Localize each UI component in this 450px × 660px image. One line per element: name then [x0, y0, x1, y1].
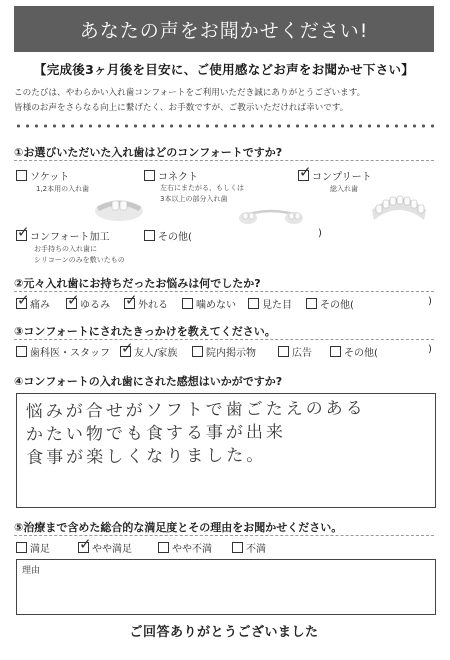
- handwritten-line: 食事が楽しくなりました。: [26, 445, 267, 469]
- option-label: コンプリート: [312, 172, 372, 183]
- option-label: 不満: [246, 544, 266, 555]
- option-label: 満足: [30, 544, 50, 555]
- question-divider: [14, 160, 434, 161]
- checkbox-checked[interactable]: [124, 298, 135, 309]
- checkbox-checked[interactable]: [120, 346, 131, 357]
- checkbox[interactable]: [16, 346, 27, 357]
- checkbox[interactable]: [306, 298, 317, 309]
- checkbox-checked[interactable]: [298, 170, 309, 181]
- q3-option-other[interactable]: [330, 344, 378, 359]
- option-label: コンフォート加工: [30, 232, 110, 243]
- q1-option-socket[interactable]: [16, 168, 69, 183]
- q1-option-comfort-processing[interactable]: [16, 228, 110, 243]
- option-label: やや不満: [172, 544, 212, 555]
- question-4-title: ④コンフォートの入れ歯にされた感想はいかがですか?: [14, 375, 283, 388]
- handwritten-line: かたい物でも食する事が出来: [25, 422, 287, 446]
- option-label: 痛み: [30, 300, 50, 311]
- connect-denture-illustration: [236, 203, 306, 227]
- close-paren: ): [428, 296, 432, 307]
- checkbox[interactable]: [248, 298, 259, 309]
- option-label: その他(: [344, 348, 378, 359]
- thank-you-footer: ご回答ありがとうございました: [129, 625, 319, 640]
- checkbox[interactable]: [330, 346, 341, 357]
- checkbox[interactable]: [278, 346, 289, 357]
- q3-option-dentist-staff[interactable]: [16, 344, 110, 359]
- q3-option-friend-family[interactable]: [120, 344, 177, 359]
- q2-option-falls-out[interactable]: [124, 296, 168, 311]
- option-label: 院内掲示物: [206, 348, 256, 359]
- option-label: 友人/家族: [134, 348, 178, 359]
- option-note: お手持ちの入れ歯に: [34, 245, 97, 253]
- handwritten-line: 悩みが合せがソフトで歯ごたえのある: [25, 398, 366, 423]
- close-paren: ): [428, 344, 432, 355]
- option-label: コネクト: [158, 172, 198, 183]
- q1-option-connect[interactable]: [144, 168, 198, 183]
- checkbox[interactable]: [144, 170, 155, 181]
- checkbox[interactable]: [16, 542, 27, 553]
- option-label: その他(: [320, 300, 354, 311]
- q1-option-other[interactable]: [144, 228, 192, 243]
- option-note: 左右にまたがる、もしくは: [160, 184, 244, 192]
- checkbox-checked[interactable]: [66, 298, 77, 309]
- option-label: 歯科医・スタッフ: [30, 348, 110, 359]
- option-note: 3本以上の部分入れ歯: [160, 195, 228, 203]
- q5-option-dissatisfied[interactable]: [232, 540, 266, 555]
- complete-denture-illustration: [368, 188, 430, 228]
- checkbox[interactable]: [16, 170, 27, 181]
- page-header: [14, 6, 434, 52]
- q2-option-cannot-chew[interactable]: [182, 296, 236, 311]
- q2-option-looseness[interactable]: [66, 296, 110, 311]
- option-label: 見た目: [262, 300, 292, 311]
- checkbox[interactable]: [232, 542, 243, 553]
- question-divider: [14, 535, 434, 536]
- checkbox[interactable]: [158, 542, 169, 553]
- option-label: ゆるみ: [80, 300, 110, 311]
- socket-denture-illustration: [92, 191, 146, 225]
- option-note: シリコーンのみを敷いたもの: [34, 256, 125, 264]
- reason-label: 理由: [22, 566, 41, 576]
- page-subtitle: 【完成後3ヶ月後を目安に、ご使用感などお声をお聞かせ下さい】: [33, 62, 415, 77]
- option-note: 1,2本用の入れ歯: [36, 185, 90, 193]
- question-5-title: ⑤治療まで含めた総合的な満足度とその理由をお聞かせください。: [14, 521, 343, 534]
- checkbox-checked[interactable]: [16, 298, 27, 309]
- intro-line: このたびは、やわらかい入れ歯コンフォートをご利用いただき誠にありがとうございます。: [14, 88, 366, 98]
- option-label: 外れる: [138, 300, 168, 311]
- question-1-title: ①お選びいただいた入れ歯はどのコンフォートですか?: [14, 146, 283, 159]
- q2-option-appearance[interactable]: [248, 296, 292, 311]
- close-paren: ): [318, 228, 322, 239]
- q5-option-somewhat-satisfied[interactable]: [78, 540, 132, 555]
- q2-option-pain[interactable]: [16, 296, 50, 311]
- option-label: 広告: [292, 348, 312, 359]
- q3-option-advertisement[interactable]: [278, 344, 312, 359]
- question-2-title: ②元々入れ歯にお持ちだったお悩みは何でしたか?: [14, 277, 261, 290]
- q1-option-complete[interactable]: [298, 168, 372, 183]
- q3-option-in-clinic-poster[interactable]: [192, 344, 256, 359]
- q5-option-satisfied[interactable]: [16, 540, 50, 555]
- checkbox[interactable]: [192, 346, 203, 357]
- option-note: 総入れ歯: [330, 185, 358, 193]
- page-title: あなたの声をお聞かせください!: [79, 19, 369, 42]
- checkbox[interactable]: [182, 298, 193, 309]
- q5-option-somewhat-dissatisfied[interactable]: [158, 540, 212, 555]
- handwritten-answer: [26, 397, 427, 470]
- option-label: その他(: [158, 232, 192, 243]
- checkbox[interactable]: [144, 230, 155, 241]
- option-label: 噛めない: [196, 300, 236, 311]
- intro-line: 皆様のお声をさらなる向上に繋げたく、お手数ですが、ご教示いただければ幸いです。: [14, 103, 349, 113]
- option-label: やや満足: [92, 544, 132, 555]
- question-divider: [14, 339, 434, 340]
- dotted-divider: [14, 124, 434, 128]
- checkbox-checked[interactable]: [16, 230, 27, 241]
- intro-text: [14, 86, 438, 116]
- reason-answer-box[interactable]: [16, 559, 436, 615]
- checkbox-checked[interactable]: [78, 542, 89, 553]
- option-label: ソケット: [30, 172, 70, 183]
- q2-option-other[interactable]: [306, 296, 354, 311]
- question-3-title: ③コンフォートにされたきっかけを教えてください。: [14, 325, 276, 338]
